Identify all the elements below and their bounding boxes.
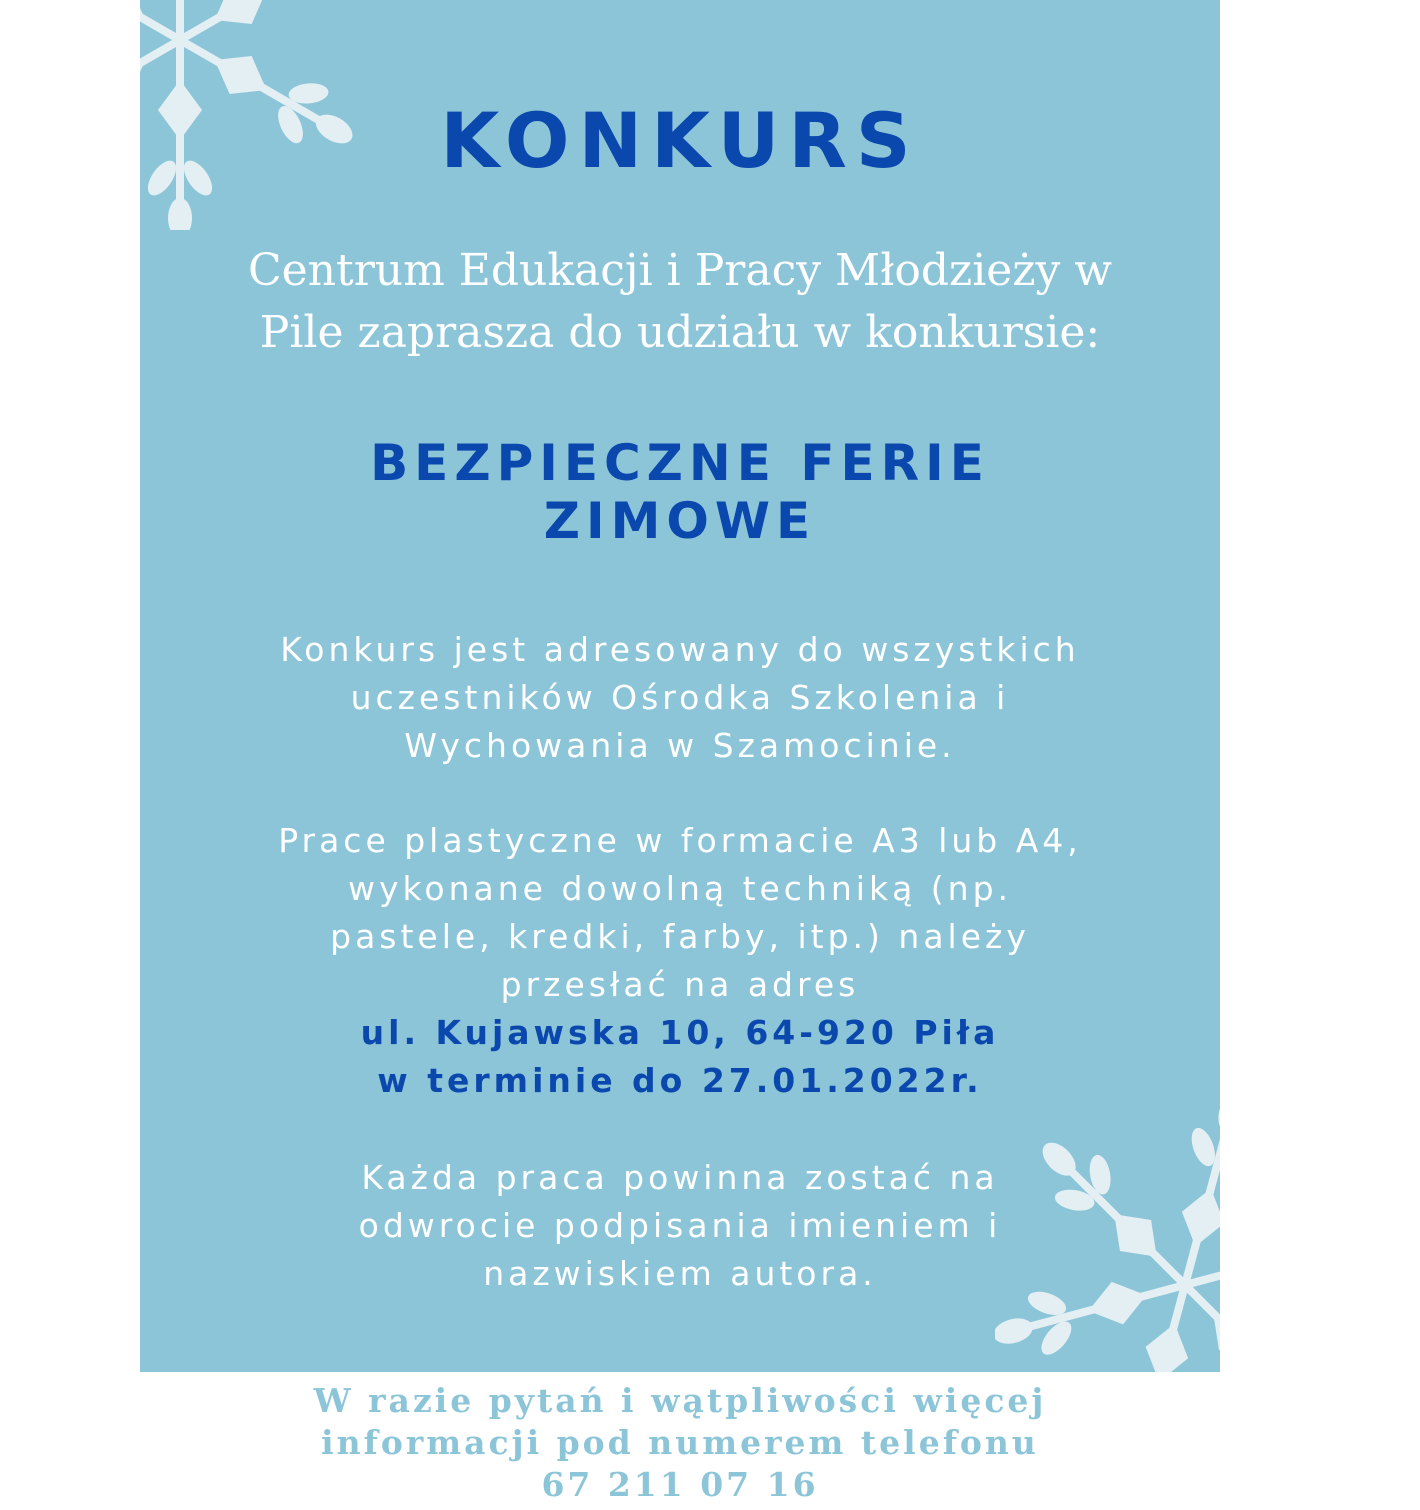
poster-title: KONKURS <box>440 96 920 185</box>
audience-paragraph <box>200 626 1160 770</box>
contest-name-line: ZIMOWE <box>543 492 817 550</box>
contest-name-line: BEZPIECZNE FERIE <box>370 434 990 492</box>
paragraph-line: Każda praca powinna zostać na <box>361 1158 999 1197</box>
paragraph-line: wykonane dowolną techniką (np. <box>347 869 1013 908</box>
paragraph-line: nazwiskiem autora. <box>483 1254 877 1293</box>
paragraph-line: odwrocie podpisania imieniem i <box>358 1206 1002 1245</box>
contact-footer <box>140 1380 1220 1506</box>
intro-line: Pile zaprasza do udziału w konkursie: <box>259 307 1101 358</box>
intro-line: Centrum Edukacji i Pracy Młodzieży w <box>247 245 1113 296</box>
paragraph-line: pastele, kredki, farby, itp.) należy <box>330 917 1030 956</box>
contest-name <box>140 434 1220 550</box>
address: ul. Kujawska 10, 64-920 Piła <box>360 1013 1000 1052</box>
footer-line: W razie pytań i wątpliwości więcej <box>313 1381 1047 1420</box>
paragraph-line: Wychowania w Szamocinie. <box>404 726 956 765</box>
poster <box>140 0 1220 1372</box>
submission-paragraph <box>200 817 1160 1105</box>
paragraph-line: uczestników Ośrodka Szkolenia i <box>350 678 1010 717</box>
phone-number: 67 211 07 16 <box>541 1465 819 1504</box>
signature-paragraph <box>200 1154 1160 1298</box>
intro-text <box>230 240 1130 364</box>
deadline: w terminie do 27.01.2022r. <box>377 1061 983 1100</box>
paragraph-line: przesłać na adres <box>500 965 860 1004</box>
paragraph-line: Prace plastyczne w formacie A3 lub A4, <box>278 821 1082 860</box>
footer-line: informacji pod numerem telefonu <box>321 1423 1039 1462</box>
paragraph-line: Konkurs jest adresowany do wszystkich <box>280 630 1080 669</box>
